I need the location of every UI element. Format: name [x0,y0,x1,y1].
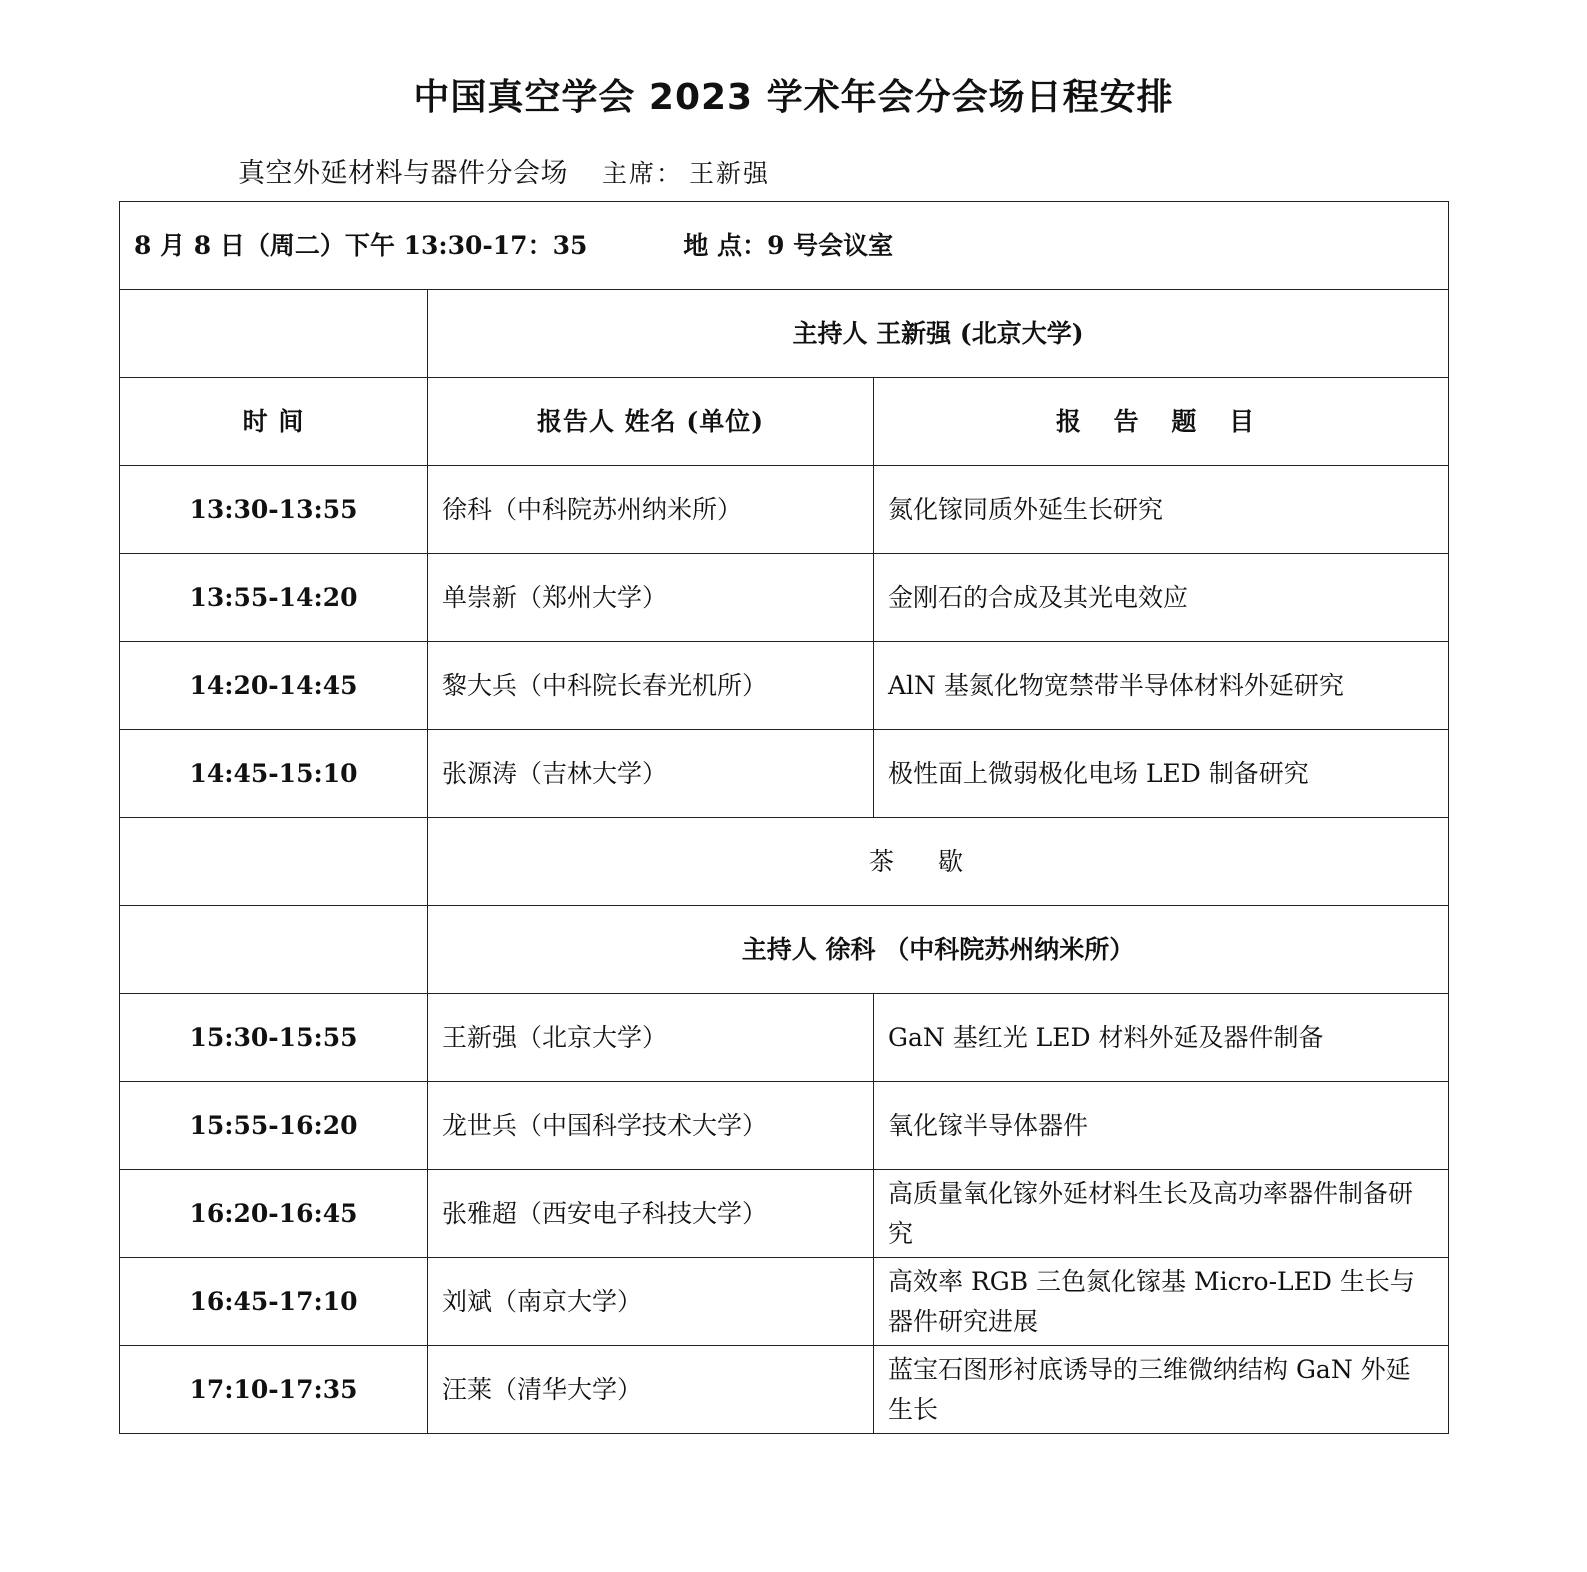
talk-row [120,642,1449,730]
talk-time: 15:55-16:20 [120,1082,428,1170]
header-row [120,378,1449,466]
talk-time: 13:30-13:55 [120,466,428,554]
host-row [120,290,1449,378]
schedule-table [119,201,1449,1434]
session-datetime: 8 月 8 日（周二）下午 13:30-17：35 [134,230,588,260]
empty-cell [120,290,428,378]
talk-speaker: 张雅超（西安电子科技大学） [428,1170,874,1258]
talk-topic: GaN 基红光 LED 材料外延及器件制备 [874,994,1449,1082]
talk-speaker: 张源涛（吉林大学） [428,730,874,818]
talk-speaker: 徐科（中科院苏州纳米所） [428,466,874,554]
talk-row [120,994,1449,1082]
talk-speaker: 黎大兵（中科院长春光机所） [428,642,874,730]
talk-time: 15:30-15:55 [120,994,428,1082]
talk-time: 17:10-17:35 [120,1346,428,1434]
talk-topic: 氮化镓同质外延生长研究 [874,466,1449,554]
host-cell: 主持人 徐科 （中科院苏州纳米所） [428,906,1449,994]
talk-speaker: 龙世兵（中国科学技术大学） [428,1082,874,1170]
host-cell: 主持人 王新强 (北京大学) [428,290,1449,378]
talk-time: 16:45-17:10 [120,1258,428,1346]
talk-row [120,466,1449,554]
talk-topic: AlN 基氮化物宽禁带半导体材料外延研究 [874,642,1449,730]
talk-speaker: 单崇新（郑州大学） [428,554,874,642]
document-title: 中国真空学会 2023 学术年会分会场日程安排 [413,77,1174,118]
talk-time: 14:45-15:10 [120,730,428,818]
session-name: 真空外延材料与器件分会场 [238,158,568,189]
talk-speaker: 王新强（北京大学） [428,994,874,1082]
info-row [120,202,1449,290]
header-speaker: 报告人 姓名 (单位) [428,378,874,466]
talk-time: 14:20-14:45 [120,642,428,730]
talk-row [120,554,1449,642]
talk-speaker: 汪莱（清华大学） [428,1346,874,1434]
session-location: 地 点：9 号会议室 [683,230,894,260]
chair-label: 主席： [602,159,684,188]
talk-topic: 高效率 RGB 三色氮化镓基 Micro-LED 生长与器件研究进展 [874,1258,1449,1346]
chair-name: 王新强 [689,159,771,188]
talk-row [120,1082,1449,1170]
talk-row [120,1346,1449,1434]
talk-speaker: 刘斌（南京大学） [428,1258,874,1346]
talk-topic: 极性面上微弱极化电场 LED 制备研究 [874,730,1449,818]
talk-topic: 高质量氧化镓外延材料生长及高功率器件制备研究 [874,1170,1449,1258]
host-row [120,906,1449,994]
talk-topic: 金刚石的合成及其光电效应 [874,554,1449,642]
info-cell [120,202,1449,290]
empty-cell [120,906,428,994]
talk-row [120,730,1449,818]
tea-break-cell: 茶歇 [428,818,1449,906]
talk-time: 13:55-14:20 [120,554,428,642]
empty-cell [120,818,428,906]
talk-time: 16:20-16:45 [120,1170,428,1258]
break-row [120,818,1449,906]
session-header [238,154,770,194]
talk-row [120,1258,1449,1346]
talk-topic: 氧化镓半导体器件 [874,1082,1449,1170]
talk-row [120,1170,1449,1258]
talk-topic: 蓝宝石图形衬底诱导的三维微纳结构 GaN 外延生长 [874,1346,1449,1434]
header-time: 时 间 [120,378,428,466]
header-topic: 报 告 题 目 [874,378,1449,466]
